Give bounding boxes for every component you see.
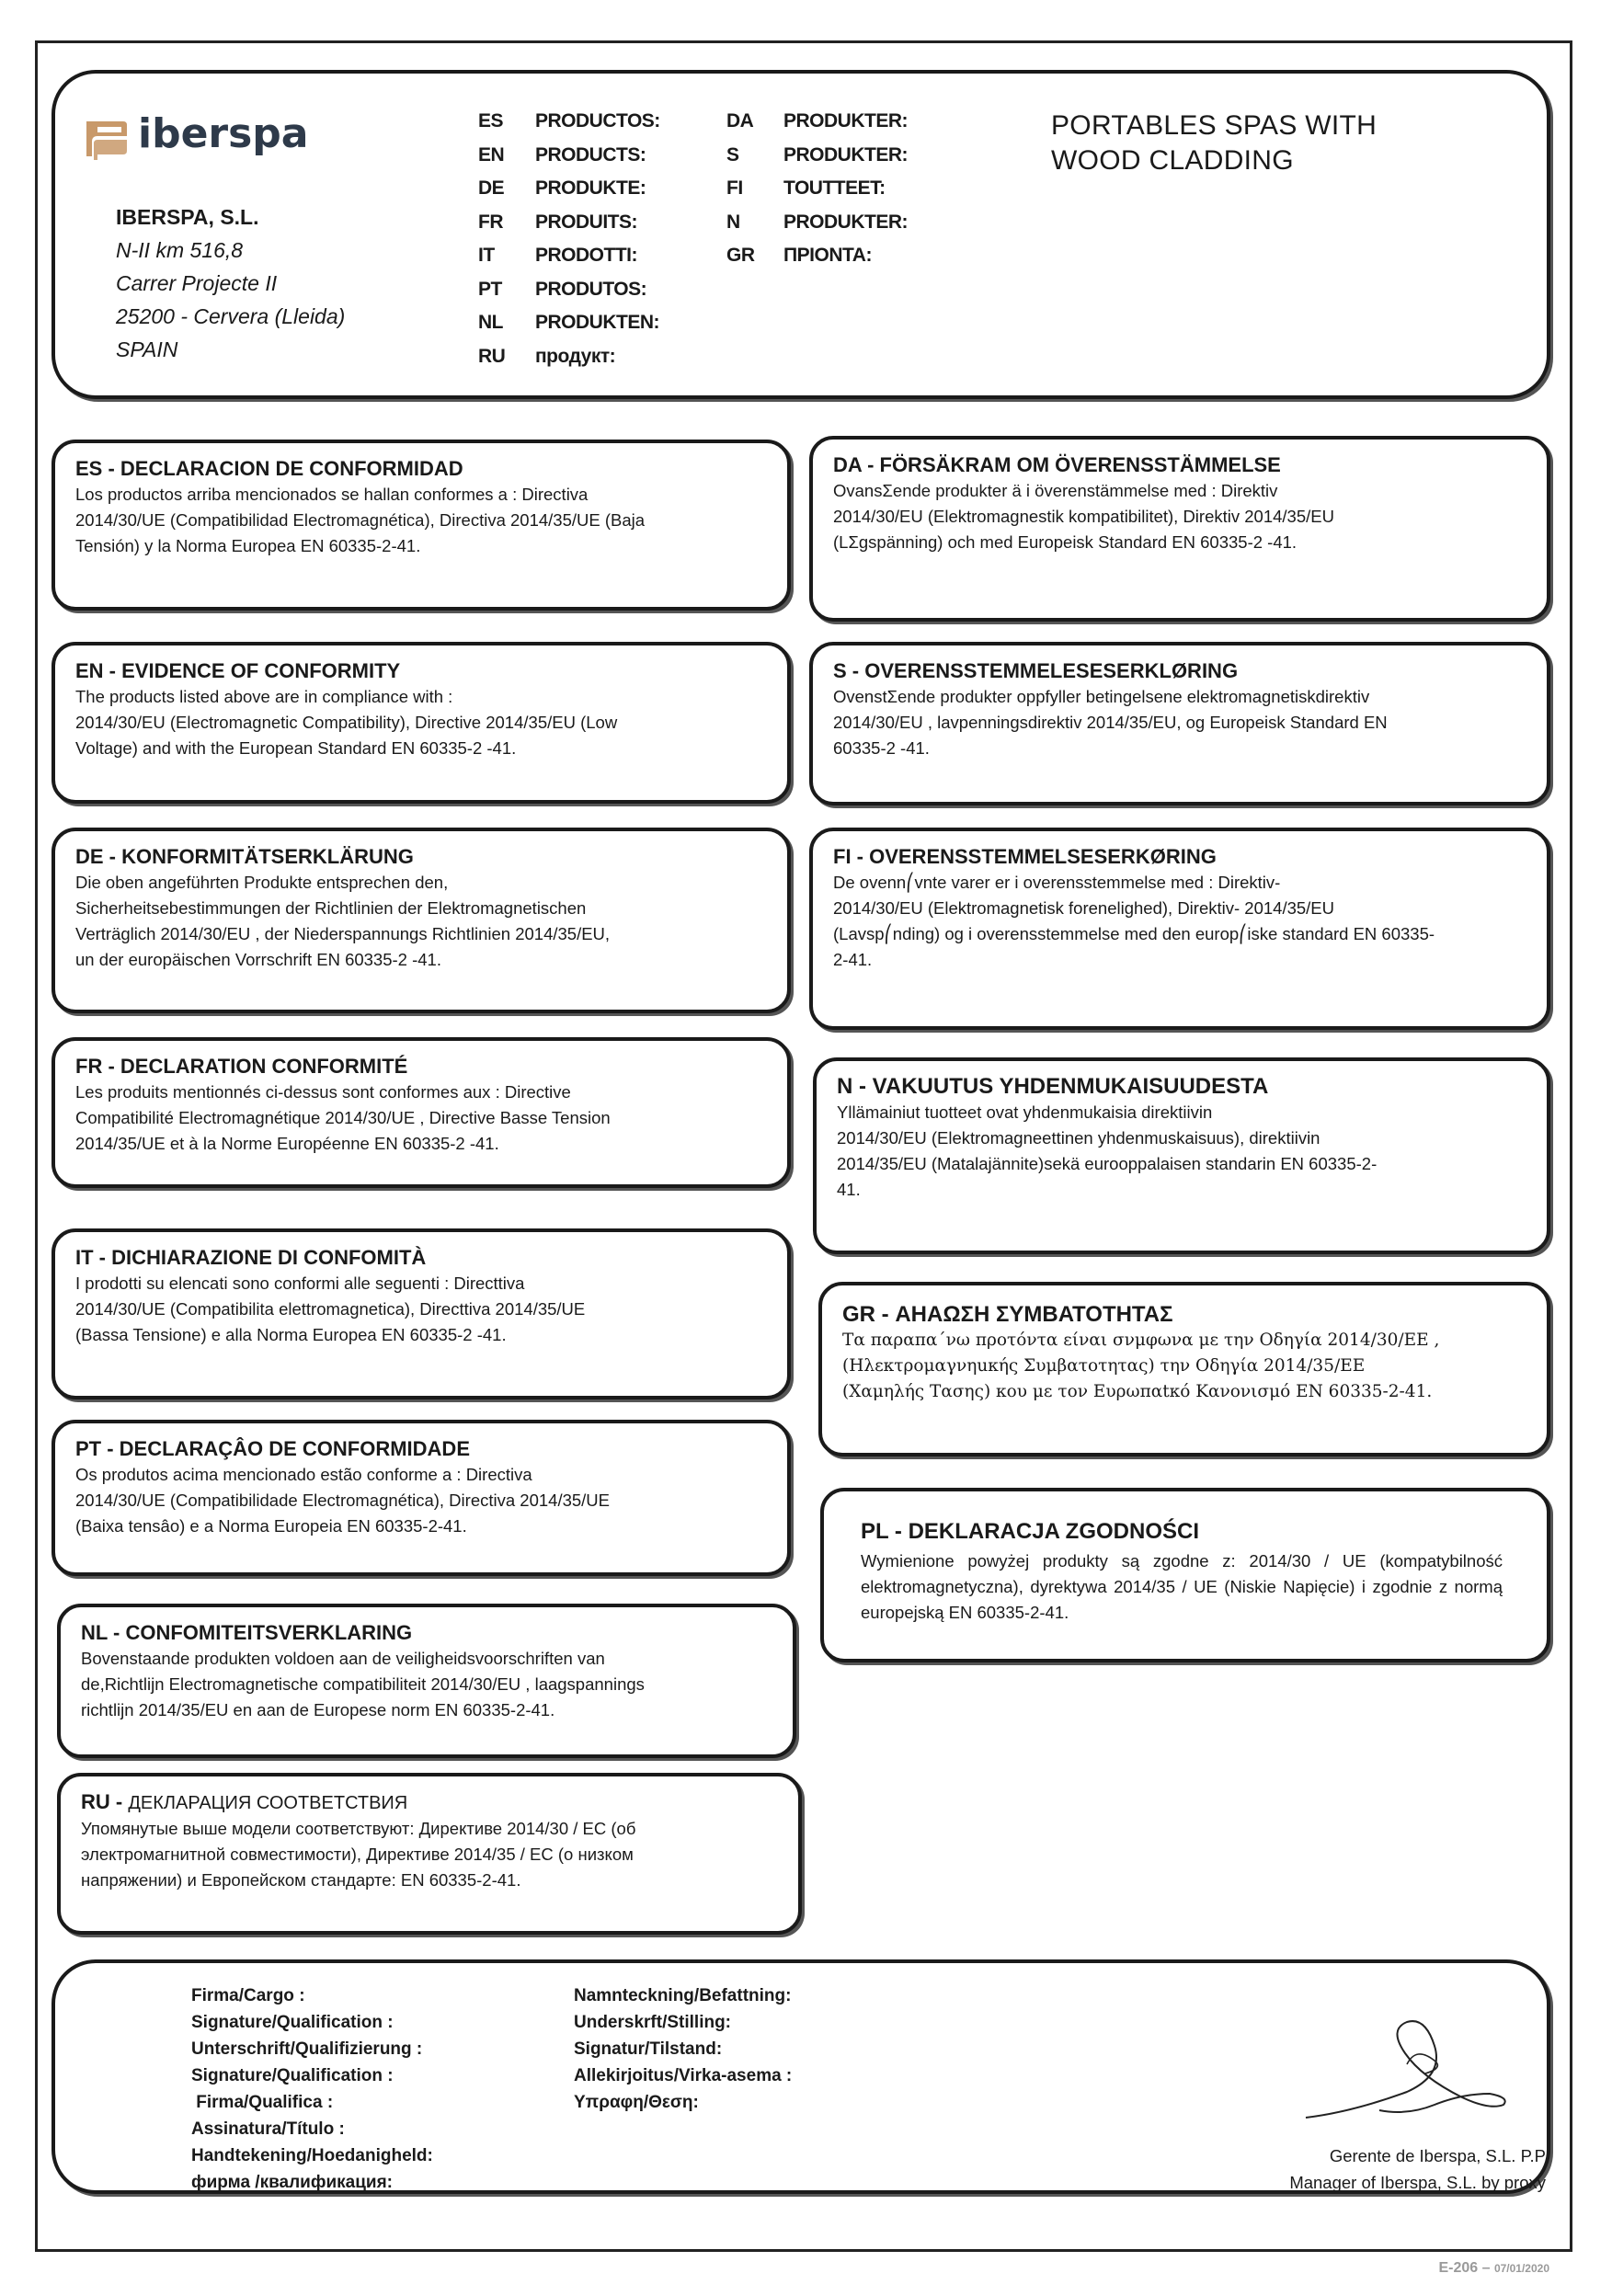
manager-line: Manager of Iberspa, S.L. by proxy [1289, 2173, 1546, 2192]
company-address [116, 200, 345, 366]
declaration-pt [51, 1420, 791, 1576]
lang-code: NL [478, 312, 503, 333]
declaration-title: N - VAKUUTUS YHDENMUKAISUUDESTA [837, 1074, 1269, 1099]
signature-label: Signature/Qualification : [191, 2013, 394, 2032]
declaration-title [81, 1789, 778, 1816]
declaration-body: De ovenn⎛vnte varer er i overensstemmelse med : Direktiv- 2014/30/EU (Elektromagnetisk forenelighed), Direktiv- 2014/35/EU (Lavsp⎛nding) og i overensstemmelse med den europ⎛iske standard EN 60335- 2-41. [833, 873, 1435, 969]
declaration-body: OvansΣende produkter ä i överenstämmelse med : Direktiv 2014/30/EU (Elektromagnestik kompatibilitet), Direktiv 2014/35/EU (LΣgspänning) och med Europeisk Standard EN 60335-2 -41. [833, 481, 1334, 552]
declaration-fr [51, 1037, 791, 1188]
declaration-body: Les produits mentionnés ci-dessus sont conformes aux : Directive Compatibilité Electromagnétique 2014/30/UE , Directive Basse Tension 2014/35/UE et à la Norme Européenne EN 60335-2 -41. [75, 1082, 611, 1153]
lang-code: RU [478, 345, 506, 367]
lang-code: DE [478, 177, 505, 199]
document-footer [1438, 2260, 1549, 2277]
declaration-body: OvenstΣende produkter oppfyller betingelsene elektromagnetiskdirektiv 2014/30/EU , lavpenningsdirektiv 2014/35/EU, og Europeisk Standard EN 60335-2 -41. [833, 687, 1388, 758]
declaration-body: Los productos arriba mencionados se hallan conformes a : Directiva 2014/30/UE (Compatibilidad Electromagnética), Directiva 2014/35/UE (Baja Tensión) y la Norma Europea EN 60335-2-41. [75, 485, 646, 555]
product-label: PRODUKTEN: [535, 312, 659, 333]
product-labels-left [535, 105, 660, 373]
declaration-s [809, 642, 1550, 805]
declaration-da [809, 436, 1550, 622]
signature-label: Allekirjoitus/Virka-asema : [574, 2066, 793, 2085]
lang-code: S [726, 143, 739, 166]
product-label: ΠΡΙΟΝΤΑ: [783, 245, 872, 266]
lang-code: PT [478, 278, 502, 300]
declaration-pl [820, 1488, 1550, 1662]
signature-label: Firma/Cargo : [191, 1986, 305, 2005]
product-label: PRODOTTI: [535, 245, 637, 266]
product-title-line: WOOD CLADDING [1051, 145, 1294, 176]
declaration-title: FR - DECLARATION CONFORMITÉ [75, 1055, 408, 1078]
declaration-body: The products listed above are in compliance with : 2014/30/EU (Electromagnetic Compatibility), Directive 2014/35/EU (Low Voltage) and with the European Standard EN 60335-2 -41. [75, 687, 618, 758]
lang-code: GR [726, 245, 755, 266]
signature-label: Namnteckning/Befattning: [574, 1986, 792, 2005]
iberspa-logo [81, 109, 309, 173]
declaration-title-text: ДЕКЛАРАЦИЯ СООТВЕТСТВИЯ [128, 1793, 408, 1813]
declaration-title: IT - DICHIARAZIONE DI CONFOMITÀ [75, 1246, 427, 1269]
declaration-title: GR - ΑΗΑΩΣΗ ΣΥΜΒΑΤΟΤΗΤΑΣ [842, 1302, 1173, 1327]
product-label: PRODUCTS: [535, 143, 646, 166]
declaration-body: Os produtos acima mencionado estão conforme a : Directiva 2014/30/UE (Compatibilidade Electromagnética), Directiva 2014/35/UE (Baixa tensâo) e a Norma Europeia EN 60335-2-41. [75, 1465, 610, 1536]
declaration-nl [57, 1604, 796, 1758]
product-label: PRODUKTER: [783, 110, 908, 131]
manager-signature-caption [1289, 2142, 1546, 2196]
address-line: Carrer Projecte II [116, 271, 278, 295]
declaration-de [51, 828, 791, 1013]
product-title [1051, 109, 1377, 178]
signature-label: Firma/Qualifica : [191, 2093, 334, 2112]
product-label: PRODUKTER: [783, 211, 908, 233]
product-label: PRODUCTOS: [535, 110, 660, 131]
company-name: IBERSPA, S.L. [116, 205, 259, 229]
document-code: E-206 – [1438, 2260, 1491, 2276]
iberspa-logo-icon [81, 112, 132, 164]
signature-label: Handtekening/Hoedanigheld: [191, 2146, 433, 2165]
declaration-title: PT - DECLARAÇÂO DE CONFORMIDADE [75, 1437, 470, 1460]
declaration-body: Yllämainiut tuotteet ovat yhdenmukaisia direktiivin 2014/30/EU (Elektromagneettinen yhdenmuskaisuus), direktiivin 2014/35/EU (Matalajännite)sekä eurooppalaisen standarin EN 60335-2- 41. [837, 1102, 1378, 1199]
product-label: TOUTTEET: [783, 177, 886, 199]
product-label: продукт: [535, 345, 616, 367]
signature-label: фирма /квалификация: [191, 2173, 394, 2192]
document-date: 07/01/2020 [1493, 2262, 1549, 2275]
declaration-ru [57, 1773, 802, 1935]
address-line: 25200 - Cervera (Lleida) [116, 304, 346, 328]
declaration-title: S - OVERENSSTEMMELESESERKLØRING [833, 659, 1239, 682]
product-label: PRODUITS: [535, 211, 637, 233]
language-codes-right [726, 105, 755, 273]
signature-label: Signature/Qualification : [191, 2066, 394, 2085]
declaration-title: DE - KONFORMITÄTSERKLÄRUNG [75, 845, 414, 868]
signature-labels-left [191, 1982, 433, 2196]
declaration-body: Bovenstaande produkten voldoen aan de veiligheidsvoorschriften van de,Richtlijn Electromagnetische compatibiliteit 2014/30/EU , laagspannings richtlijn 2014/35/EU en aan de Europese norm EN 60335-2-41. [81, 1649, 645, 1719]
lang-code: FI [726, 177, 743, 199]
logo-text: iberspa [138, 110, 309, 157]
product-label: PRODUKTE: [535, 177, 646, 199]
product-label: PRODUTOS: [535, 278, 647, 300]
address-line: N-II km 516,8 [116, 238, 244, 262]
declaration-title: NL - CONFOMITEITSVERKLARING [81, 1621, 413, 1644]
lang-code: N [726, 211, 740, 233]
lang-code: FR [478, 211, 503, 233]
declaration-body: I prodotti su elencati sono conformi alle seguenti : Directtiva 2014/30/UE (Compatibilita elettromagnetica), Directtiva 2014/35/UE (Bassa Tensione) e alla Norma Europea EN 60335-2 -41. [75, 1274, 586, 1344]
declaration-es [51, 440, 791, 611]
signature-label: Assinatura/Título : [191, 2119, 345, 2139]
handwritten-signature [1297, 2009, 1517, 2129]
declaration-title: ES - DECLARACION DE CONFORMIDAD [75, 457, 463, 480]
product-labels-right [783, 105, 908, 273]
declaration-title: EN - EVIDENCE OF CONFORMITY [75, 659, 401, 682]
declaration-body: Die oben angeführten Produkte entsprechen den, Sicherheitsebestimmungen der Richtlinien der Elektromagnetischen Verträglich 2014/30/EU , der Niederspannungs Richtlinien 2014/35/EU, un der europäischen Vorrschrift EN 60335-2 -41. [75, 873, 611, 969]
lang-code: EN [478, 143, 505, 166]
declaration-body: Wymienione powyżej produkty są zgodne z: 2014/30 / UE (kompatybilność elektromagnetyczna), dyrektywa 2014/35 / UE (Niskie Napięcie) i zgodnie z normą europejską EN 60335-2-41. [861, 1551, 1503, 1622]
lang-code: ES [478, 110, 504, 131]
declaration-n [813, 1057, 1550, 1254]
lang-code: IT [478, 245, 495, 266]
signature-label: Signatur/Tilstand: [574, 2039, 723, 2059]
manager-line: Gerente de Iberspa, S.L. P.P [1329, 2146, 1546, 2165]
language-codes-left [478, 105, 505, 373]
signature-labels-right [574, 1982, 792, 2116]
product-title-line: PORTABLES SPAS WITH [1051, 110, 1378, 141]
declaration-code: RU - [81, 1790, 129, 1813]
product-label: PRODUKTER: [783, 143, 908, 166]
address-line: SPAIN [116, 337, 178, 361]
declaration-title: FI - OVERENSSTEMMELSESERKØRING [833, 845, 1217, 868]
declaration-en [51, 642, 791, 804]
declaration-body: Τα παραπα΄νω προτόντα είναι σνμφωνα με την Οδηγία 2014/30/ΕΕ , (Ηλεκτρομαγνηuκής Συμβατοτητας) την Οδηγία 2014/35/ΕΕ (Χαμηλής Τασης) κου με τον Ευρωπαtκό Κανονισμό EN 60335-2-41. [842, 1331, 1440, 1401]
declaration-title: PL - DEKLARACJA ZGODNOŚCI [861, 1519, 1200, 1544]
signature-label: Underskrft/Stilling: [574, 2013, 732, 2032]
declaration-title: DA - FÖRSÄKRAM OM ÖVERENSSTÄMMELSE [833, 453, 1281, 476]
lang-code: DA [726, 110, 754, 131]
declaration-it [51, 1228, 791, 1399]
declaration-body: Упомянутые выше модели соответствуют: Директиве 2014/30 / EC (об электромагнитной совместимости), Директиве 2014/35 / EC (о низком напряжении) и Европейском стандарте: EN 60335-2-41. [81, 1819, 636, 1890]
signature-label: Υπραφη/Θεση: [574, 2093, 699, 2112]
declaration-fi [809, 828, 1550, 1030]
declaration-gr [818, 1282, 1550, 1456]
signature-label: Unterschrift/Qualifizierung : [191, 2039, 423, 2059]
